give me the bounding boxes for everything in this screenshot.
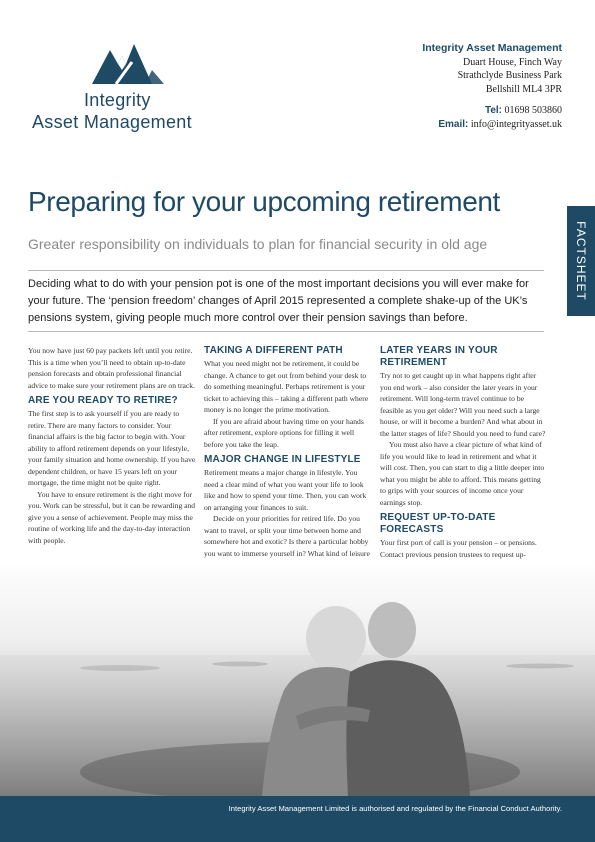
contact-block	[422, 42, 562, 131]
company-logo	[28, 40, 228, 140]
col2-paragraph-4: Decide on your priorities for retired life. Do you want to travel, or split your time between home and somewhere hot and exotic? Is there a particular hobby you want to immerse yourself in? What kind of leisure	[204, 514, 370, 558]
telephone-row	[422, 104, 562, 118]
col2-heading-2: MAJOR CHANGE IN LIFESTYLE	[204, 454, 361, 465]
factsheet-tab	[567, 206, 595, 316]
regulatory-notice: Integrity Asset Management Limited is authorised and regulated by the Financial Conduct Authority.	[228, 804, 562, 813]
address-line-2: Strathclyde Business Park	[457, 70, 562, 81]
col1-paragraph-1: You now have just 60 pay packets left until you retire. This is a time when you’ll need to obtain up-to-date pension forecasts and obtain professional financial advice to make sure your retirement plans are on track.	[28, 346, 195, 390]
col1-paragraph-3: You have to ensure retirement is the right move for you. Work can be stressful, but it can be rewarding and give you a sense of achievement. People may miss the routine of working life and the day-to-day interaction with people.	[28, 489, 196, 545]
col3-heading-2: REQUEST UP-TO-DATE FORECASTS	[380, 512, 496, 535]
col1-paragraph-2: The first step is to ask yourself if you are ready to retire. There are many factors to consider. Your financial affairs is the big factor to begin with. Your ability to afford retirement depends on your lifestyle, your family situation and home ownership. If you have dependent children, or have 15 years left on your mortgage, the time might not be quite right.	[28, 409, 196, 487]
col2-paragraph-1: What you need might not be retirement, it could be change. A chance to get out from behind your desk to do something meaningful. Perhaps retirement is your ticket to achieving this – taking a different path where money is no longer the prime motivation.	[204, 359, 369, 414]
footer-bar	[0, 796, 595, 842]
column-2	[204, 345, 372, 571]
column-1	[28, 345, 196, 546]
telephone-number[interactable]: 01698 503860	[504, 105, 562, 116]
company-name: Integrity Asset Management	[422, 42, 562, 54]
intro-bottom-divider	[28, 331, 544, 332]
col1-heading-1: ARE YOU READY TO RETIRE?	[28, 395, 178, 406]
col3-heading-1: LATER YEARS IN YOUR RETIREMENT	[380, 345, 498, 368]
col3-paragraph-1: Try not to get caught up in what happens right after you end work – also consider the later years in your retirement. Will long-term travel continue to be feasible as you get older? Will you need such a large house, or will it become a burden? And what about in the latter stages of life? Should you need to fund care?	[380, 371, 546, 438]
col3-paragraph-3: Your first port of call is your pension – or pensions. Contact previous pension trustees to request up-	[380, 538, 537, 559]
intro-top-divider	[28, 270, 544, 271]
telephone-label: Tel:	[484, 105, 502, 116]
col3-paragraph-2: You must also have a clear picture of what kind of life you would like to lead in retirement and what it will cost. Then, you can start to dig a little deeper into what you might be able to afford. This means getting to grips with your sources of income once your earnings stop.	[380, 440, 545, 507]
address-line-3: Bellshill ML4 3PR	[485, 83, 562, 95]
factsheet-tab-label: FACTSHEET	[574, 221, 588, 301]
retired-couple-photo	[0, 560, 595, 796]
logo-text-line2: Asset Management	[32, 112, 192, 132]
page-subtitle: Greater responsibility on individuals to plan for financial security in old age	[28, 236, 488, 252]
logo-text-line1: Integrity	[84, 90, 151, 110]
address-line-1: Duart House, Finch Way	[463, 56, 562, 68]
mountain-peaks-icon	[92, 40, 168, 86]
email-label: Email:	[438, 118, 469, 130]
email-row	[422, 118, 562, 132]
col2-paragraph-2: If you are afraid about having time on your hands after retirement, explore options for filling it well before you take the leap.	[204, 416, 364, 449]
email-address[interactable]: info@integrityasset.uk	[470, 118, 562, 130]
col2-paragraph-3: Retirement means a major change in lifestyle. You need a clear mind of what you want your life to look like and how to spend your time. Then, you can work on arranging your finances to suit.	[204, 468, 367, 512]
column-3	[380, 345, 548, 560]
intro-paragraph: Deciding what to do with your pension pot is one of the most important decisions you will ever make for your future. The ‘pension freedom’ changes of April 2015 represented a complete shake-up of the UK’s pensions system, giving people much more control over their pension savings than before.	[28, 278, 529, 324]
page-title: Preparing for your upcoming retirement	[28, 186, 500, 217]
col2-heading-1: TAKING A DIFFERENT PATH	[204, 345, 343, 356]
